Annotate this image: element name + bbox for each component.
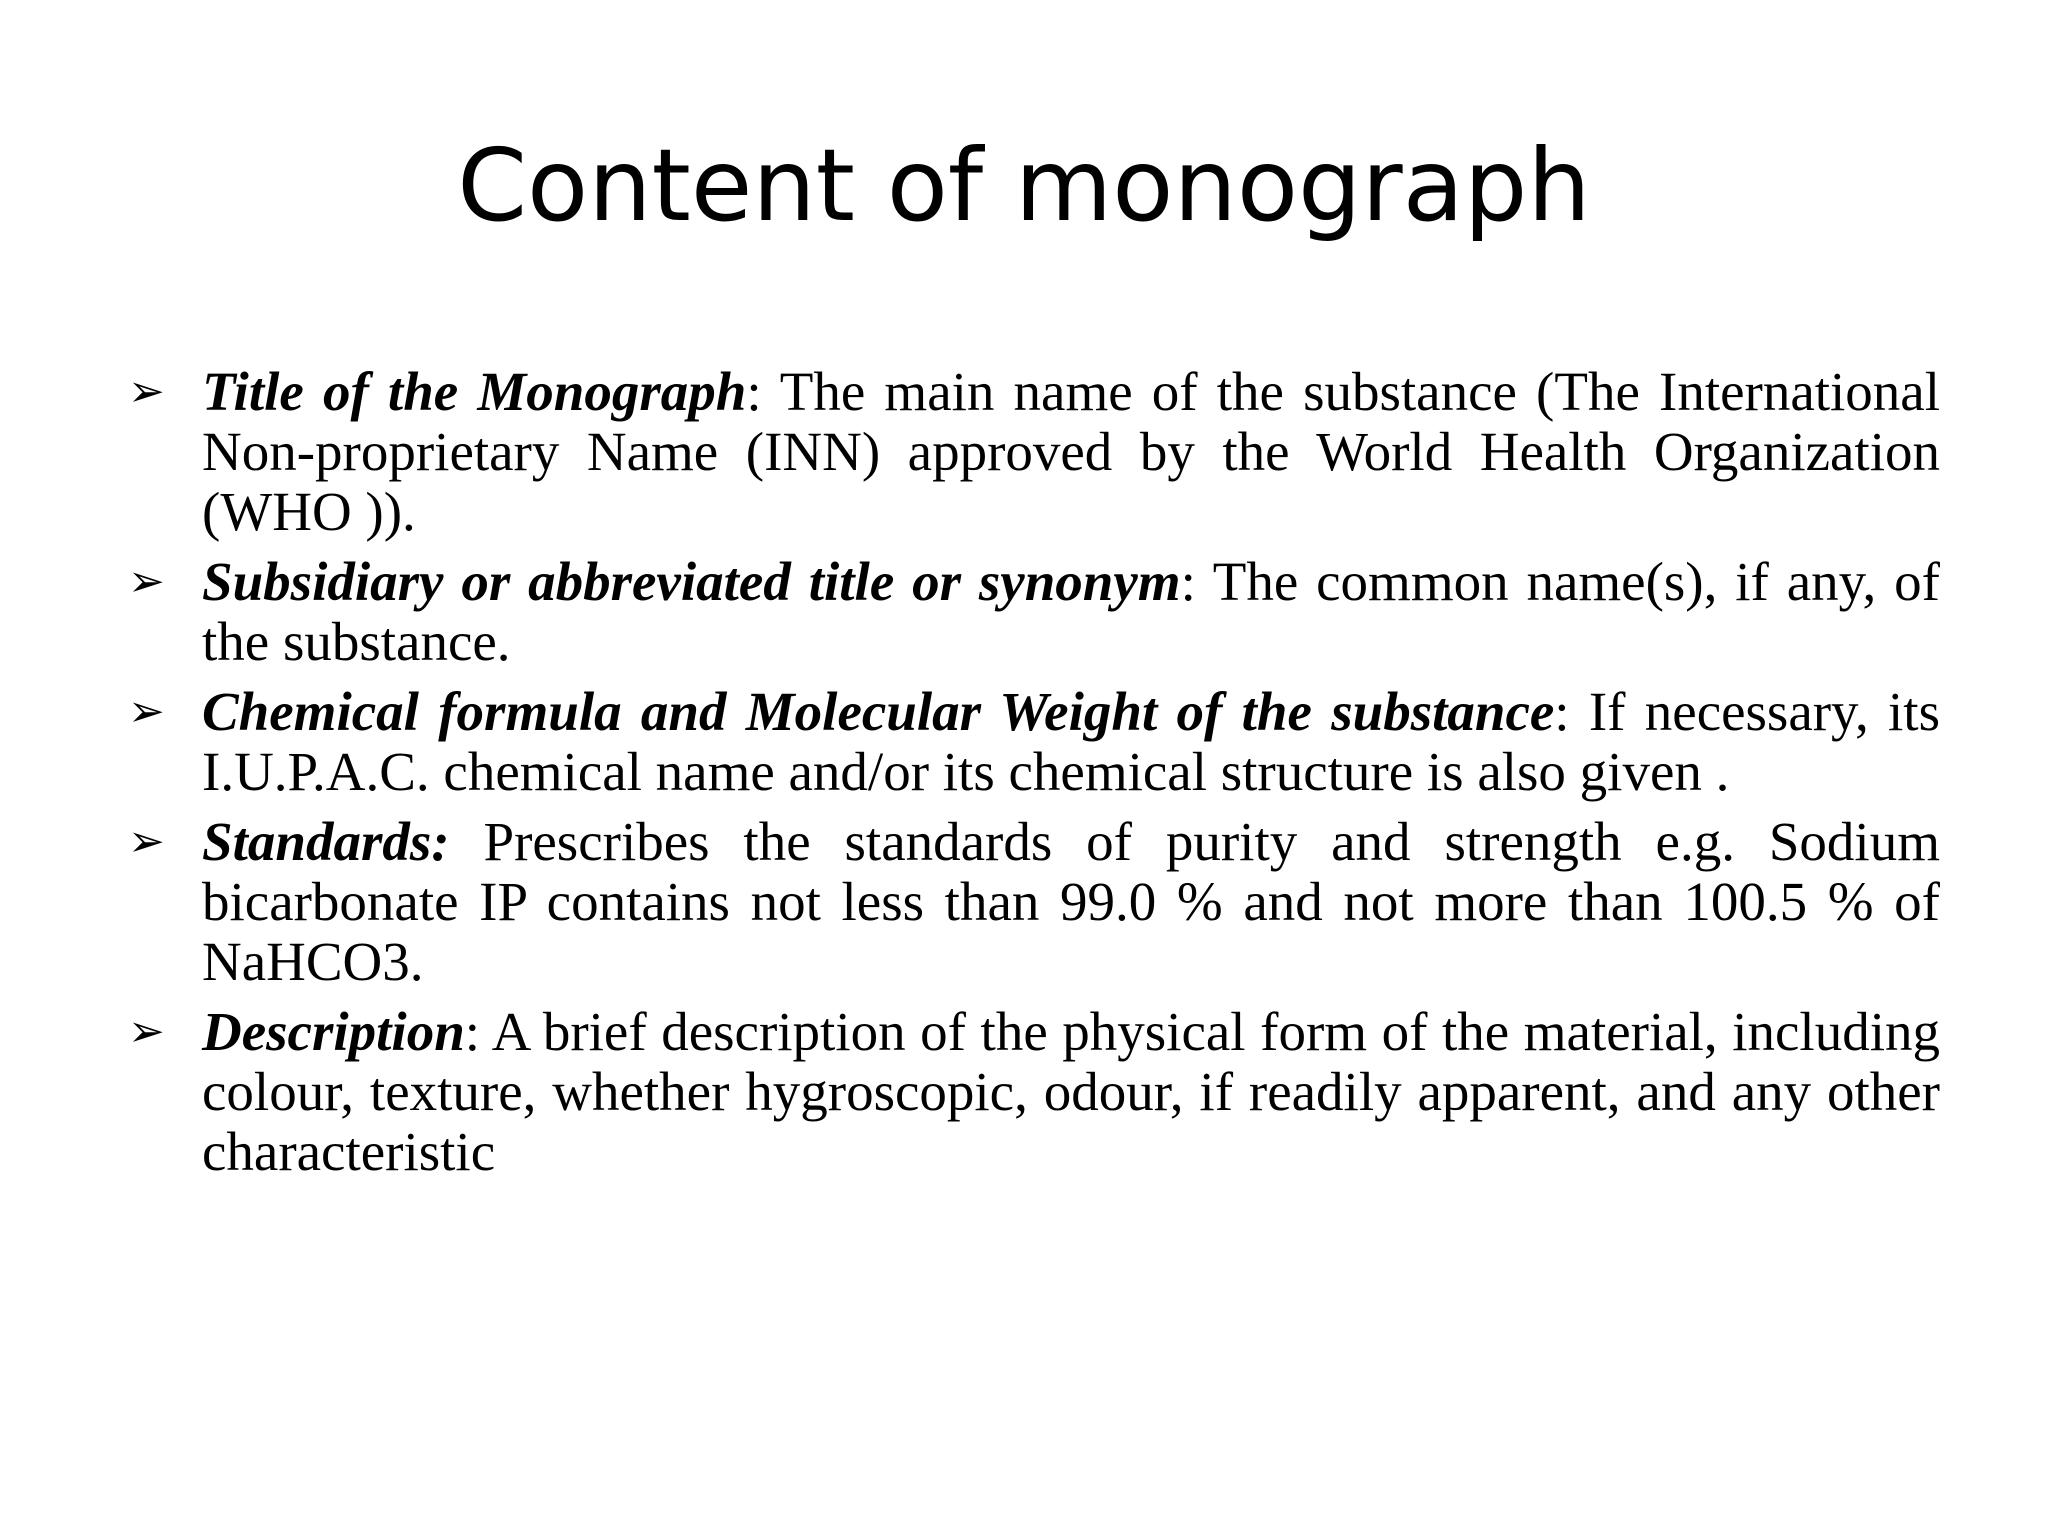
bullet-text: A brief description of the physical form of the material, including colour, texture, whether hygroscopic, odour, if readily apparent, and any other characteristic <box>202 1001 1940 1182</box>
arrowhead-bullet-icon: ➢ <box>128 1006 165 1057</box>
bullet-separator: : <box>746 361 762 422</box>
bullet-term: Description <box>202 1001 465 1062</box>
arrowhead-bullet-icon: ➢ <box>128 816 165 867</box>
bullet-separator: : <box>1554 681 1570 742</box>
arrowhead-bullet-icon: ➢ <box>128 686 165 737</box>
bullet-list <box>128 362 1940 1192</box>
bullet-term: Title of the Monograph <box>202 361 747 422</box>
bullet-separator: : <box>464 1001 481 1062</box>
bullet-item-description <box>128 1002 1940 1182</box>
bullet-item-title-of-monograph <box>128 362 1940 542</box>
bullet-text: The common name(s), if any, of the substance. <box>202 551 1940 672</box>
arrowhead-bullet-icon: ➢ <box>128 556 165 607</box>
bullet-item-subsidiary-title <box>128 552 1940 672</box>
bullet-item-standards <box>128 812 1940 992</box>
bullet-text: The main name of the substance (The International Non-proprietary Name (INN) approved by the World Health Organization (WHO )). <box>202 361 1941 542</box>
slide-title: Content of monograph <box>457 127 1591 244</box>
bullet-item-chemical-formula <box>128 682 1940 802</box>
arrowhead-bullet-icon: ➢ <box>128 366 165 417</box>
bullet-separator: : <box>1180 551 1196 612</box>
bullet-text: If necessary, its I.U.P.A.C. chemical name and/or its chemical structure is also given . <box>202 681 1940 802</box>
bullet-term: Subsidiary or abbreviated title or synonym <box>202 551 1181 612</box>
bullet-term: Standards: <box>202 811 450 872</box>
bullet-text: Prescribes the standards of purity and strength e.g. Sodium bicarbonate IP contains not less than 99.0 % and not more than 100.5 % of NaHCO3. <box>202 811 1940 992</box>
bullet-term: Chemical formula and Molecular Weight of the substance <box>202 681 1555 742</box>
